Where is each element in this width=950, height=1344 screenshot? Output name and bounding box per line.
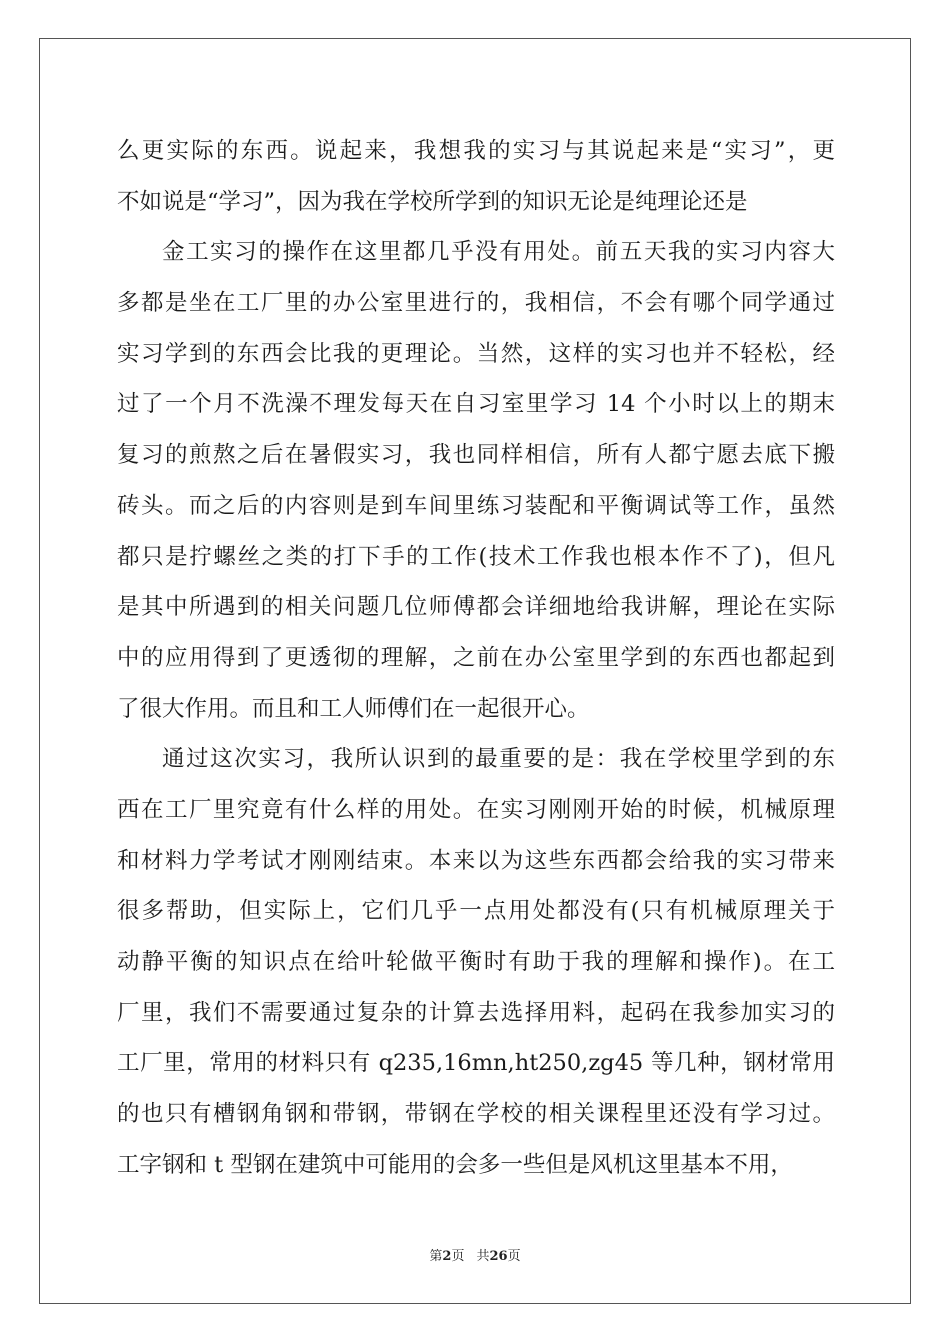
text-line: 很多帮助，但实际上，它们几乎一点用处都没有(只有机械原理关于 <box>117 898 835 925</box>
text-line: 通过这次实习，我所认识到的最重要的是：我在学校里学到的东 <box>162 746 835 773</box>
text-line: 不如说是“学习”，因为我在学校所学到的知识无论是纯理论还是 <box>117 188 748 215</box>
page-number: 2 <box>442 1249 452 1264</box>
text-line: 厂里，我们不需要通过复杂的计算去选择用料，起码在我参加实习的 <box>117 999 835 1026</box>
text-line: 实习学到的东西会比我的更理论。当然，这样的实习也并不轻松，经 <box>117 340 835 367</box>
text-line: 工字钢和 t 型钢在建筑中可能用的会多一些但是风机这里基本不用， <box>117 1151 793 1178</box>
text-line: 过了一个月不洗澡不理发每天在自习室里学习 14 个小时以上的期末 <box>117 391 835 418</box>
total-suffix: 页 <box>507 1249 521 1264</box>
page-suffix: 页 <box>451 1249 465 1264</box>
text-line: 工厂里，常用的材料只有 q235,16mn,ht250,zg45 等几种，钢材常用 <box>117 1050 835 1077</box>
document-body <box>117 126 835 1190</box>
text-line: 是其中所遇到的相关问题几位师傅都会详细地给我讲解，理论在实际 <box>117 594 835 621</box>
text-line: 了很大作用。而且和工人师傅们在一起很开心。 <box>117 695 590 722</box>
page-footer <box>0 1248 950 1266</box>
text-line: 的也只有槽钢角钢和带钢，带钢在学校的相关课程里还没有学习过。 <box>117 1101 835 1128</box>
text-line: 多都是坐在工厂里的办公室里进行的，我相信，不会有哪个同学通过 <box>117 290 835 317</box>
total-prefix: 共 <box>476 1249 490 1264</box>
text-line: 动静平衡的知识点在给叶轮做平衡时有助于我的理解和操作)。在工 <box>117 949 835 975</box>
text-line: 和材料力学考试才刚刚结束。本来以为这些东西都会给我的实习带来 <box>117 847 835 874</box>
page-prefix: 第 <box>429 1249 443 1264</box>
text-line: 砖头。而之后的内容则是到车间里练习装配和平衡调试等工作，虽然 <box>117 492 835 519</box>
total-pages: 26 <box>489 1249 508 1264</box>
text-line: 金工实习的操作在这里都几乎没有用处。前五天我的实习内容大 <box>162 239 835 266</box>
text-line: 么更实际的东西。说起来，我想我的实习与其说起来是“实习”，更 <box>117 138 835 164</box>
text-line: 复习的煎熬之后在暑假实习，我也同样相信，所有人都宁愿去底下搬 <box>117 442 835 469</box>
text-line: 西在工厂里究竟有什么样的用处。在实习刚刚开始的时候，机械原理 <box>117 796 835 823</box>
text-line: 都只是拧螺丝之类的打下手的工作(技术工作我也根本作不了)，但凡 <box>117 543 835 570</box>
text-line: 中的应用得到了更透彻的理解，之前在办公室里学到的东西也都起到 <box>117 644 835 671</box>
